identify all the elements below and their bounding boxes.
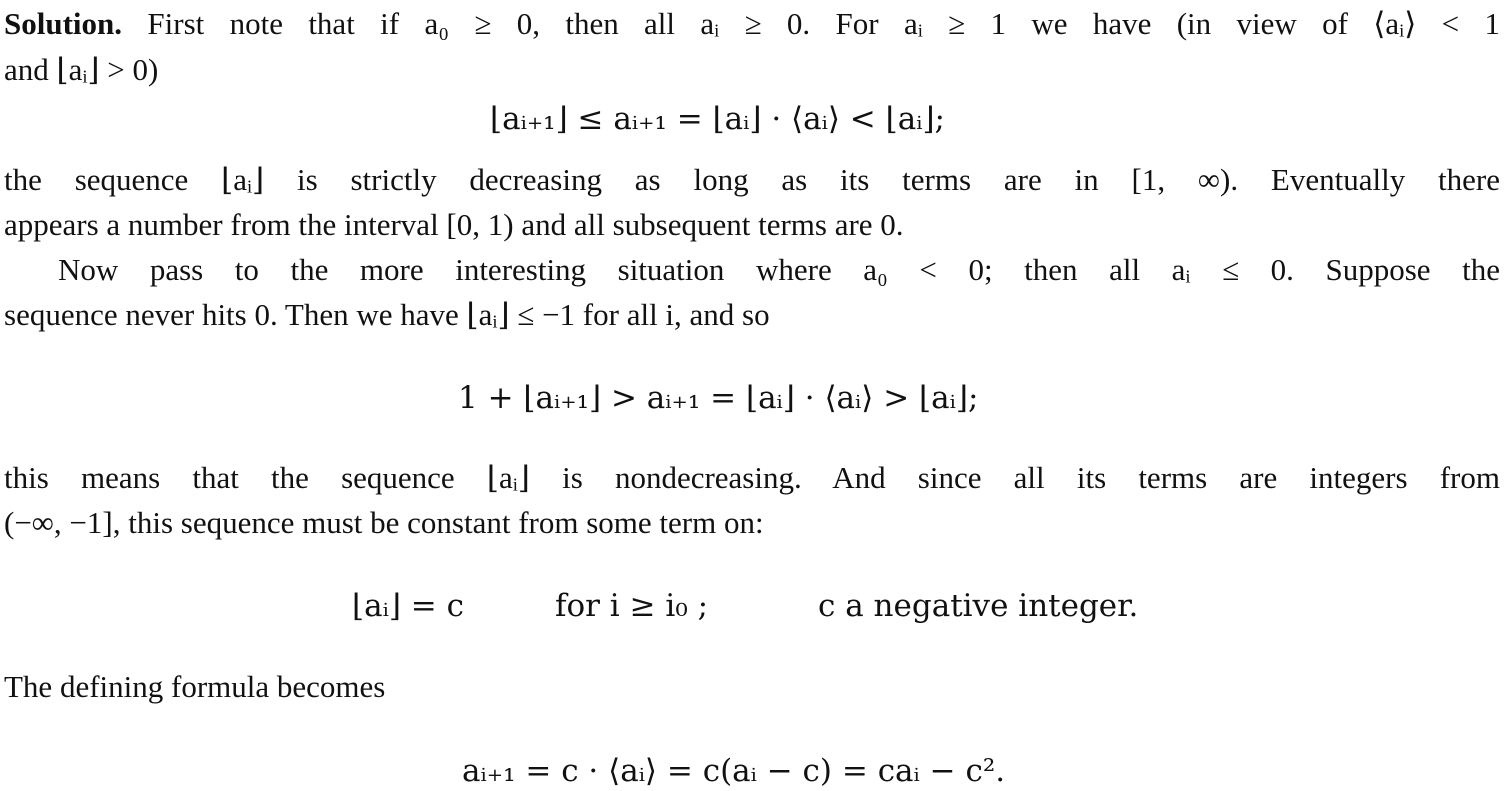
negative-case-text: Now pass to the more interesting situation where a₀ < 0; then all aᵢ ≤ 0. Suppose the [58,252,1500,287]
equation-decreasing: ⌊aᵢ₊₁⌋ ≤ aᵢ₊₁ = ⌊aᵢ⌋ · ⟨aᵢ⟩ < ⌊aᵢ⌋; [490,101,945,137]
condition-text: and ⌊aᵢ⌋ > 0) [4,52,159,87]
equation-constant-note: c a negative integer. [818,588,1139,624]
decreasing-sequence-text: the sequence ⌊aᵢ⌋ is strictly decreasing as long as its terms are in [1, ∞). Eventually there [4,162,1500,197]
defining-formula-text: The defining formula becomes [4,669,386,704]
first-note-text: First note that if a₀ ≥ 0, then all aᵢ ≥ 0. For aᵢ ≥ 1 we have (in view of ⟨aᵢ⟩ < 1 [147,6,1500,41]
equation-constant-floor: ⌊aᵢ⌋ = c [352,588,464,624]
solution-label: Solution. [4,6,123,41]
never-hits-zero-text: sequence never hits 0. Then we have ⌊aᵢ⌋ ≤ −1 for all i, and so [4,297,770,332]
equation-condition: for i ≥ i₀ ; [555,588,709,624]
nondecreasing-text: this means that the sequence ⌊aᵢ⌋ is nondecreasing. And since all its terms are integers from [4,460,1500,495]
interval-text: appears a number from the interval [0, 1) and all subsequent terms are 0. [4,207,904,242]
solution-line-1 [4,4,1500,44]
equation-defining-formula: aᵢ₊₁ = c · ⟨aᵢ⟩ = c(aᵢ − c) = caᵢ − c². [462,753,1006,789]
equation-nondecreasing: 1 + ⌊aᵢ₊₁⌋ > aᵢ₊₁ = ⌊aᵢ⌋ · ⟨aᵢ⟩ > ⌊aᵢ⌋; [458,380,979,416]
constant-sequence-text: (−∞, −1], this sequence must be constant from some term on: [4,505,764,540]
